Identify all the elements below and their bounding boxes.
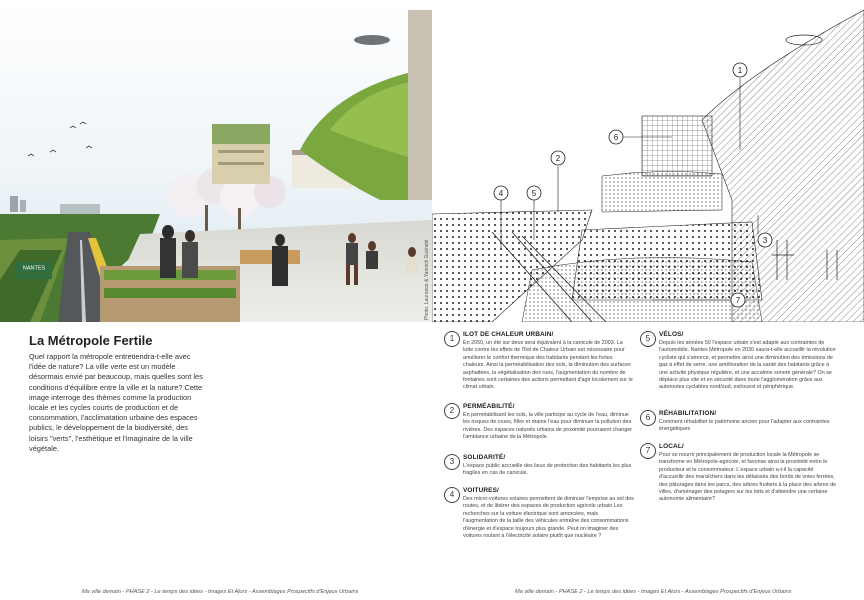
drawing-marker-2: 2 <box>555 154 561 163</box>
drawing-marker-7: 7 <box>735 296 741 305</box>
legend-number-3: 3 <box>444 454 460 470</box>
drawing-marker-5: 5 <box>531 189 537 198</box>
legend-title-5: VÉLOS/ <box>659 331 684 338</box>
footer-right: Ma ville demain - PHASE 2 - Le temps des idées - Images Et Alors - Assemblages Prospectifs d'Enjeux Urbains <box>515 589 792 595</box>
road-sign-text: NANTES <box>22 265 46 272</box>
legend-number-7: 7 <box>640 443 656 459</box>
legend-number-6: 6 <box>640 410 656 426</box>
legend-body-2: En perméabilisant les sols, la ville participe au cycle de l'eau, diminue les risques de crues, filtre et draine l'eau pour diminuer la pollution des rivières. Des espaces naturels urbains de proximité pourraient changer l'ambiance urbaine de la Métropole. <box>463 412 632 441</box>
annotated-drawing <box>432 0 864 322</box>
drawing-marker-1: 1 <box>737 66 743 75</box>
legend-body-4: Des micro-voitures solaires permettent de diminuer l'emprise au sol des routes, et de libérer des espaces de production agricole urbain.Les recherches sur la voiture électrique sont amorcées, mais l'augmentation de la taille des véhicules entraîne des consommations d'énergie et d'espace toujours plus grande. Peut on imaginer des voitures roulant à l'électricité solaire plutôt que nucléaire ? <box>463 496 634 540</box>
page-title: La Métropole Fertile <box>29 333 153 348</box>
legend-title-7: LOCAL/ <box>659 443 684 450</box>
drawing-marker-4: 4 <box>498 189 504 198</box>
legend-title-6: RÉHABILITATION/ <box>659 410 717 417</box>
legend-number-4: 4 <box>444 487 460 503</box>
legend-body-5: Depuis les années 50 l'espace urbain s'est adapté aux contraintes de l'automobile. Nantes Métropole en 2030 saura-t-elle accueillir la révolution cycliste qui s'amorce, et permettre ainsi une diminution des émissions de gaz à effet de serre, une amélioration de la santé des habitants grâce à une activité physique régulière, et une accalmie sonore générale? On se déplace plus vite et en sécurité dans toute l'agglomération grâce aux autoroutes cyclables nord/sud, est/ouest et périphérique. <box>659 340 836 391</box>
drawing-marker-6: 6 <box>613 133 619 142</box>
legend-title-2: PERMÉABILITÉ/ <box>463 403 515 410</box>
legend-body-7: Pour se nourrir principalement de production locale la Métropole se transforme en Métropole-agricole, et favorise ainsi la proximité entre le producteur et le consommateur. L'espace urbain a-t-il la capacité d'accueillir des maraîchers dans les délaissés des bords de voies ferrées, des pâturages dans les parcs, des arbres fruitiers à la place des arbres de villes, d'aménager des potagers sur les toits et d'atteindre une certaine autonomie alimentaire? <box>659 452 837 503</box>
drawing-marker-3: 3 <box>762 236 768 245</box>
legend-title-4: VOITURES/ <box>463 487 499 494</box>
legend-number-2: 2 <box>444 403 460 419</box>
legend-body-1: En 2050, un été sur deux sera équivalent à la canicule de 2003. La lutte contre les effets de l'Ilot de Chaleur Urbain est nécessaire pour améliorer le confort thermique des habitants pendant les fortes chaleurs. Ainsi la perméabilisation des sols, la diminution des surfaces asphaltées, la végétalisation des rues, l'augmentation du nombre de fontaines sont certaines des actions permettant d'agir localement sur le climat urbain. <box>463 340 633 391</box>
legend-number-1: 1 <box>444 331 460 347</box>
drawing-illustration <box>432 0 864 322</box>
legend-title-3: SOLIDARITÉ/ <box>463 454 506 461</box>
photo-credit: Photo: Laurance & Yannick Guénolé <box>424 239 430 320</box>
legend-title-1: ILOT DE CHALEUR URBAIN/ <box>463 331 554 338</box>
collage-illustration <box>0 0 432 322</box>
legend-body-3: L'espace public accueille des lieux de protection des habitants les plus fragiles en cas de canicule. <box>463 463 632 477</box>
legend-body-6: Comment réhabiliter le patrimoine ancien pour l'adapter aux contraintes énergétiques <box>659 419 830 433</box>
intro-paragraph: Quel rapport la métropole entretiendra-t-elle avec l'idée de nature? La ville verte est un modèle désormais envié par beaucoup, mais quelles sont les conditions d'équilibre entre la ville et la nature? Cette image interroge des thèmes comme la production locale et les cycles courts de production et de consommation, l'acclimatation urbaine des espaces publics, le développement de la biodiversité, des loisirs "verts", l'esthétique et l'imaginaire de la ville végétale. <box>29 352 203 453</box>
legend-number-5: 5 <box>640 331 656 347</box>
collage-image <box>0 0 432 322</box>
footer-left: Ma ville demain - PHASE 2 - Le temps des idées - Images Et Alors - Assemblages Prospectifs d'Enjeux Urbains <box>82 589 359 595</box>
